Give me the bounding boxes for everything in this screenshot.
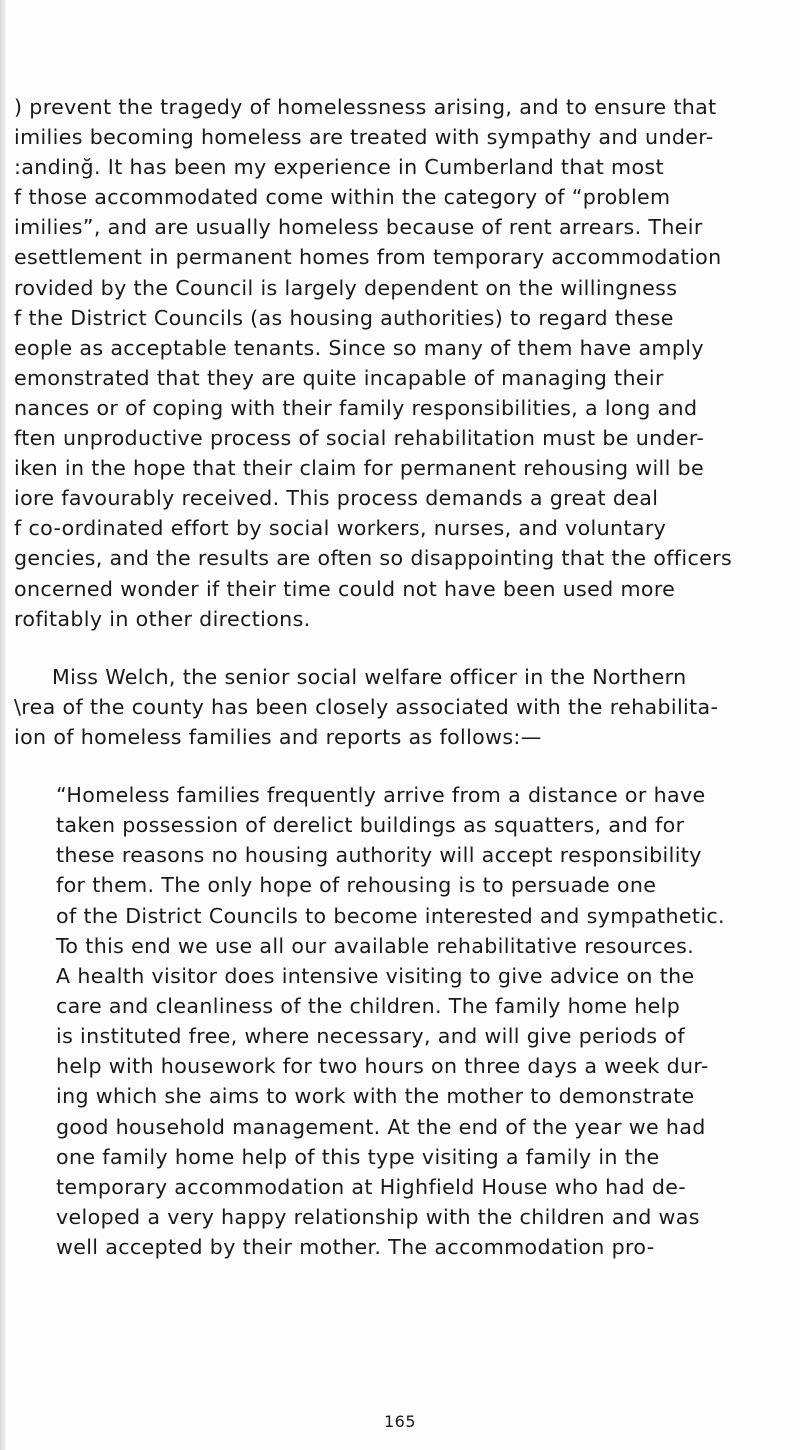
- quote-line: To this end we use all our available rehabilitative resources.: [56, 933, 695, 958]
- text-line: rovided by the Council is largely dependent on the willingness: [14, 275, 678, 300]
- text-line: rofitably in other directions.: [14, 606, 311, 631]
- text-line: imilies”, and are usually homeless because of rent arrears. Their: [14, 215, 703, 240]
- quote-line: temporary accommodation at Highfield House who had de-: [56, 1174, 687, 1199]
- quote-line: help with housework for two hours on three days a week dur-: [56, 1054, 709, 1079]
- quote-line: for them. The only hope of rehousing is to persuade one: [56, 873, 657, 898]
- quote-line: is instituted free, where necessary, and will give periods of: [56, 1024, 685, 1049]
- quote-line: veloped a very happy relationship with the children and was: [56, 1204, 700, 1229]
- paragraph-miss-welch-intro: [14, 662, 718, 752]
- quote-line: A health visitor does intensive visiting to give advice on the: [56, 963, 695, 988]
- quote-line: these reasons no housing authority will accept responsibility: [56, 843, 702, 868]
- page-number: 165: [383, 1412, 417, 1431]
- text-line: f the District Councils (as housing authorities) to regard these: [14, 305, 674, 330]
- quote-line: one family home help of this type visiting a family in the: [56, 1144, 660, 1169]
- page-binding-edge: [0, 0, 6, 1450]
- quote-line: good household management. At the end of the year we had: [56, 1114, 706, 1139]
- quote-line: “Homeless families frequently arrive from a distance or have: [56, 783, 706, 807]
- quote-line: care and cleanliness of the children. The family home help: [56, 993, 681, 1018]
- text-line: ) prevent the tragedy of homelessness arising, and to ensure that: [14, 95, 717, 119]
- text-line: iore favourably received. This process demands a great deal: [14, 486, 659, 511]
- text-line: Miss Welch, the senior social welfare officer in the Northern: [52, 665, 687, 689]
- text-line: eople as acceptable tenants. Since so many of them have amply: [14, 335, 704, 360]
- text-line: f co-ordinated effort by social workers, nurses, and voluntary: [14, 516, 667, 541]
- quote-line: of the District Councils to become interested and sympathetic.: [56, 903, 725, 928]
- text-line: gencies, and the results are often so disappointing that the officers: [14, 546, 733, 571]
- quote-line: well accepted by their mother. The accommodation pro-: [56, 1235, 655, 1260]
- text-line: imilies becoming homeless are treated with sympathy and under-: [14, 125, 714, 150]
- text-line: iken in the hope that their claim for permanent rehousing will be: [14, 456, 705, 481]
- quote-line: ing which she aims to work with the mother to demonstrate: [56, 1084, 695, 1109]
- text-line: ften unproductive process of social rehabilitation must be under-: [14, 426, 705, 451]
- text-line: f those accommodated come within the category of “problem: [14, 185, 671, 210]
- text-line: oncerned wonder if their time could not have been used more: [14, 576, 676, 601]
- paragraph-homelessness-prevention: [14, 92, 732, 634]
- text-line: esettlement in permanent homes from temporary accommodation: [14, 245, 722, 270]
- text-line: ion of homeless families and reports as follows:—: [14, 725, 542, 750]
- text-line: :andinğ. It has been my experience in Cumberland that most: [14, 155, 664, 180]
- text-line: nances or of coping with their family responsibilities, a long and: [14, 395, 698, 420]
- text-line: \rea of the county has been closely associated with the rehabilita-: [14, 695, 719, 720]
- text-line: emonstrated that they are quite incapable of managing their: [14, 365, 664, 390]
- quote-line: taken possession of derelict buildings as squatters, and for: [56, 813, 685, 838]
- block-quotation: [56, 780, 725, 1262]
